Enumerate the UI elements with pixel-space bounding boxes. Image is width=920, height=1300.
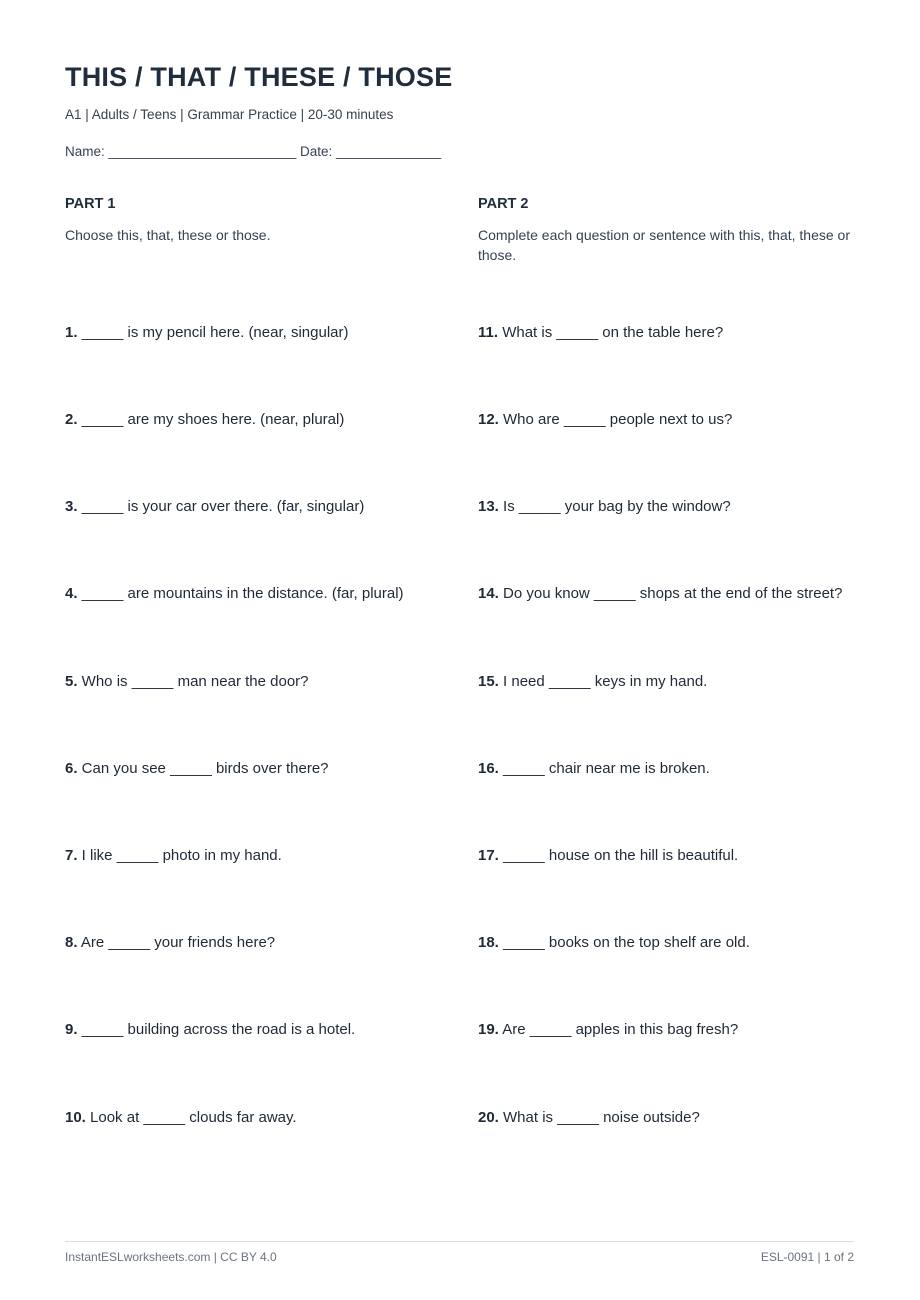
- question-item: [478, 411, 732, 428]
- question-text: What is _____ on the table here?: [498, 324, 724, 341]
- part-1-instructions: Choose this, that, these or those.: [65, 227, 271, 243]
- question-item: [65, 324, 349, 341]
- question-item: [478, 498, 731, 515]
- name-date-line: Name: _________________________ Date: ______________: [65, 144, 442, 159]
- worksheet-subtitle: A1 | Adults / Teens | Grammar Practice | 20-30 minutes: [65, 107, 394, 122]
- question-number: 18.: [478, 934, 499, 951]
- question-text: I need _____ keys in my hand.: [498, 673, 708, 690]
- part-1-section: [65, 196, 441, 245]
- question-number: 5.: [65, 673, 78, 690]
- question-text: _____ is your car over there. (far, singular): [77, 498, 365, 515]
- question-item: [65, 1021, 355, 1038]
- question-text: Who are _____ people next to us?: [498, 411, 733, 428]
- question-number: 7.: [65, 847, 78, 864]
- question-item: [65, 411, 344, 428]
- question-item: [478, 760, 710, 777]
- question-text: _____ house on the hill is beautiful.: [498, 847, 739, 864]
- question-number: 10.: [65, 1109, 86, 1126]
- question-text: Are _____ your friends here?: [77, 934, 276, 951]
- footer-page-info: ESL-0091 | 1 of 2: [760, 1250, 854, 1264]
- question-text: What is _____ noise outside?: [498, 1109, 700, 1126]
- question-item: [65, 585, 404, 602]
- question-item: [65, 847, 282, 864]
- question-item: [65, 1109, 297, 1126]
- worksheet-page: [65, 0, 854, 1300]
- question-number: 15.: [478, 673, 499, 690]
- question-number: 13.: [478, 498, 499, 515]
- question-number: 11.: [478, 324, 499, 341]
- question-number: 19.: [478, 1021, 499, 1038]
- question-item: [478, 585, 842, 602]
- question-text: _____ are mountains in the distance. (far, plural): [77, 585, 404, 602]
- question-item: [65, 934, 275, 951]
- question-number: 16.: [478, 760, 499, 777]
- question-text: Do you know _____ shops at the end of the street?: [498, 585, 843, 602]
- question-number: 6.: [65, 760, 78, 777]
- question-text: _____ are my shoes here. (near, plural): [77, 411, 345, 428]
- part-2-section: [478, 196, 854, 265]
- question-text: _____ building across the road is a hotel.: [77, 1021, 356, 1038]
- question-text: _____ books on the top shelf are old.: [498, 934, 750, 951]
- question-number: 3.: [65, 498, 78, 515]
- question-item: [65, 498, 364, 515]
- part-1-heading: PART 1: [65, 196, 116, 212]
- page-title: THIS / THAT / THESE / THOSE: [65, 62, 453, 92]
- question-item: [65, 760, 329, 777]
- footer-credit: InstantESLworksheets.com | CC BY 4.0: [65, 1250, 277, 1264]
- question-number: 17.: [478, 847, 499, 864]
- question-number: 20.: [478, 1109, 499, 1126]
- question-item: [478, 1021, 738, 1038]
- question-text: Look at _____ clouds far away.: [85, 1109, 297, 1126]
- question-text: Who is _____ man near the door?: [77, 673, 309, 690]
- question-text: Can you see _____ birds over there?: [77, 760, 329, 777]
- question-item: [478, 1109, 700, 1126]
- question-number: 4.: [65, 585, 78, 602]
- question-number: 9.: [65, 1021, 78, 1038]
- question-text: Is _____ your bag by the window?: [498, 498, 731, 515]
- question-item: [65, 673, 309, 690]
- part-2-heading: PART 2: [478, 196, 529, 212]
- footer-divider: [65, 1241, 854, 1242]
- question-number: 2.: [65, 411, 78, 428]
- question-number: 1.: [65, 324, 78, 341]
- question-number: 8.: [65, 934, 78, 951]
- question-text: Are _____ apples in this bag fresh?: [498, 1021, 739, 1038]
- question-item: [478, 673, 707, 690]
- question-item: [478, 324, 723, 341]
- question-number: 12.: [478, 411, 499, 428]
- question-text: _____ chair near me is broken.: [498, 760, 710, 777]
- question-number: 14.: [478, 585, 499, 602]
- question-item: [478, 847, 738, 864]
- question-text: I like _____ photo in my hand.: [77, 847, 282, 864]
- question-item: [478, 934, 750, 951]
- part-2-instructions: Complete each question or sentence with this, that, these or those.: [478, 227, 850, 263]
- question-text: _____ is my pencil here. (near, singular): [77, 324, 349, 341]
